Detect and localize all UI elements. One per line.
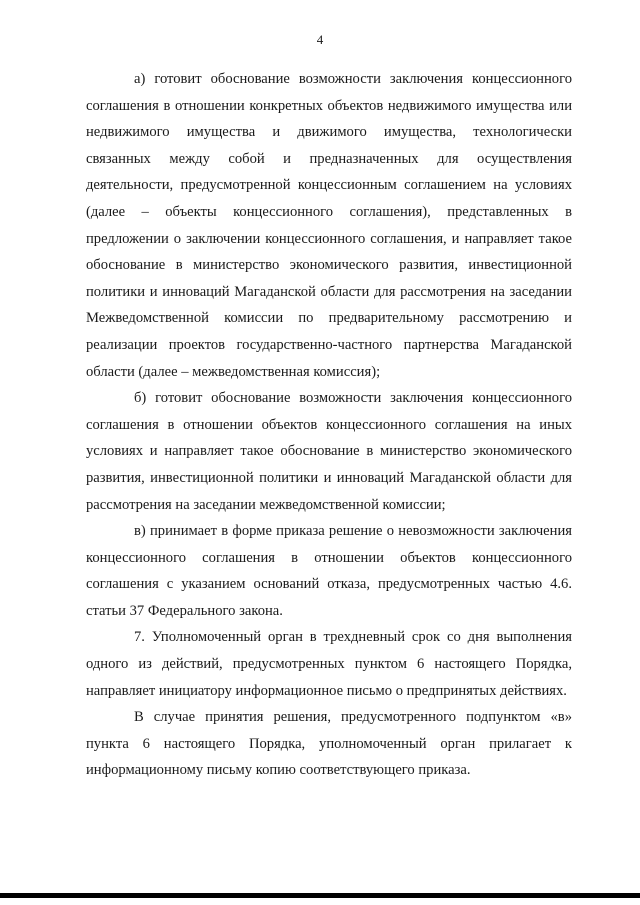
paragraph-7: 7. Уполномоченный орган в трехдневный срок со дня выполнения одного из действий, предусмотренных пунктом 6 настоящего Порядка, направляет инициатору информационное письмо о предпринятых действиях.: [86, 629, 572, 699]
paragraph-b: б) готовит обоснование возможности заключения концессионного соглашения в отношении объектов концессионного соглашения на иных условиях и направляет такое обоснование в министерство экономического развития, инвестиционной политики и инноваций Магаданской области для рассмотрения на заседании межведомственной комиссии;: [86, 390, 572, 513]
document-body: [86, 66, 572, 784]
paragraph-v: в) принимает в форме приказа решение о невозможности заключения концессионного соглашения в отношении объектов концессионного соглашения с указанием оснований отказа, предусмотренных частью 4.6. статьи 37 Федерального закона.: [86, 523, 572, 619]
paragraph-a: а) готовит обоснование возможности заключения концессионного соглашения в отношении конкретных объектов недвижимого имущества или недвижимого имущества и движимого имущества, технологически связанных между собой и предназначенных для осуществления деятельности, предусмотренной концессионным соглашением на условиях (далее – объекты концессионного соглашения), представленных в предложении о заключении концессионного соглашения, и направляет такое обоснование в министерство экономического развития, инвестиционной политики и инноваций Магаданской области для рассмотрения на заседании Межведомственной комиссии по предварительному рассмотрению и реализации проектов государственно-частного партнерства Магаданской области (далее – межведомственная комиссия);: [86, 71, 572, 380]
paragraph-decision: В случае принятия решения, предусмотренного подпунктом «в» пункта 6 настоящего Порядка, уполномоченный орган прилагает к информационному письму копию соответствующего приказа.: [86, 709, 572, 779]
bottom-scan-edge: [0, 893, 640, 898]
page-number: 4: [316, 32, 324, 47]
